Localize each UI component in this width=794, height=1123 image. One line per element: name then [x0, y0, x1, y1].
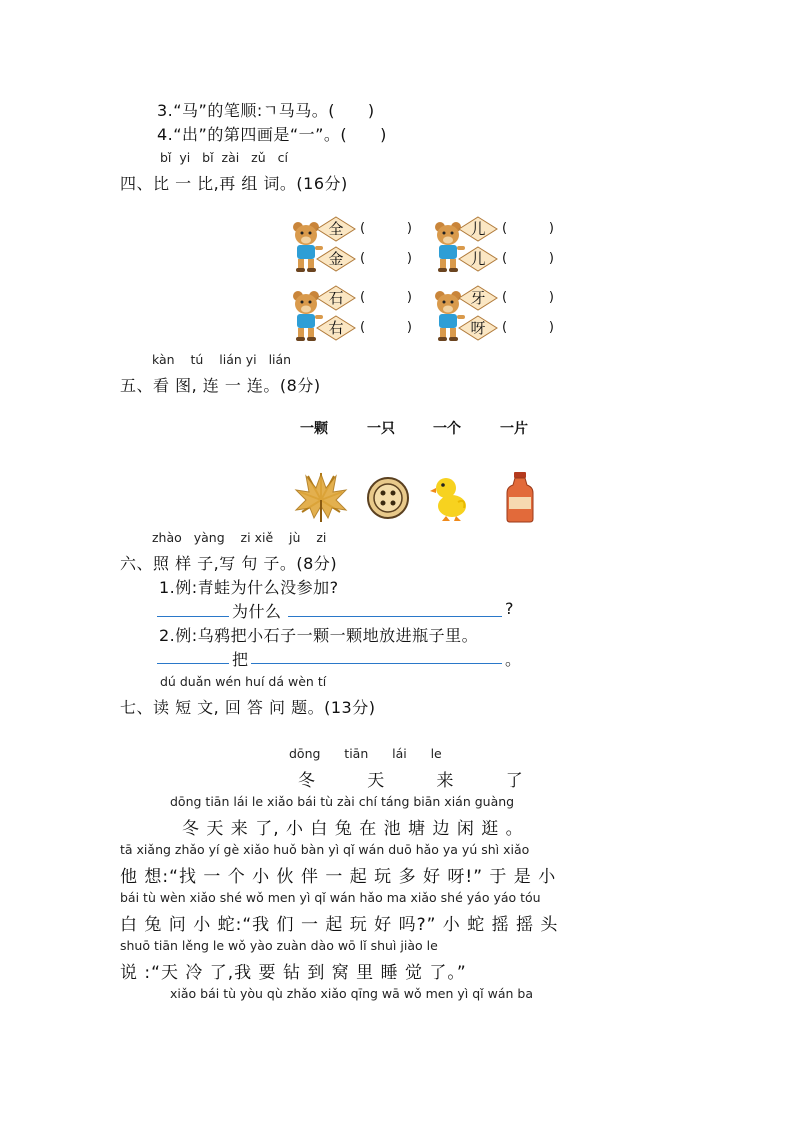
diamond-char-bottom: [316, 315, 356, 341]
title-char: 了: [505, 771, 524, 791]
pinyin: duǎn: [179, 674, 212, 689]
pinyin: lián: [219, 352, 242, 367]
button-icon[interactable]: [366, 476, 410, 520]
pinyin: huí: [245, 674, 265, 689]
answer-line[interactable]: [288, 616, 502, 617]
character: 石: [328, 289, 344, 307]
character: 右: [328, 319, 344, 337]
answer-line[interactable]: [157, 663, 229, 664]
story-pinyin-line: shuō tiān lěng le wǒ yào zuàn dào wō lǐ shuì jiào le: [120, 938, 438, 953]
example-2-end: 。: [505, 650, 522, 669]
story-pinyin-line: dōng tiān lái le xiǎo bái tù zài chí táng biān xián guàng: [170, 794, 515, 809]
section5-pinyin: [152, 352, 291, 367]
pinyin: cí: [277, 150, 288, 165]
title-char: 冬: [298, 771, 316, 791]
character: 呀: [470, 319, 486, 337]
story-pinyin-line: bái tù wèn xiǎo shé wǒ men yì qǐ wán hǎo ma xiǎo shé yáo yáo tóu: [120, 890, 541, 905]
pinyin: lián: [268, 352, 292, 367]
diamond-char-top: [458, 285, 498, 311]
pinyin: yi: [179, 150, 191, 165]
pinyin: dá: [268, 674, 285, 689]
compare-pair-1: 全 金 ( ) ( ): [290, 214, 410, 276]
example-1-keyword: 为什么: [232, 602, 282, 621]
story-pinyin-line: tā xiǎng zhǎo yí gè xiǎo huǒ bàn yì qǐ wán duō hǎo ya yú shì xiǎo: [120, 842, 530, 857]
pinyin: zài: [221, 150, 240, 165]
diamond-char-top: [316, 216, 356, 242]
pinyin: yi: [245, 352, 257, 367]
pinyin: tú: [190, 352, 204, 367]
pinyin: zǔ: [251, 150, 266, 165]
diamond-char-bottom: [458, 315, 498, 341]
pinyin: jù: [289, 530, 301, 545]
story-pinyin-line: xiǎo bái tù yòu qù zhǎo xiǎo qīng wā wǒ men yì qǐ wán ba: [170, 986, 533, 1001]
title-char: 天: [367, 771, 386, 791]
compare-pair-4: 牙 呀 ( ) ( ): [432, 283, 552, 345]
character: 全: [328, 220, 344, 238]
story-title: [298, 766, 524, 791]
quantifier-item[interactable]: 一片: [500, 421, 528, 437]
pinyin: dōng: [289, 746, 321, 761]
diamond-char-bottom: [458, 246, 498, 272]
pinyin: lái: [392, 746, 407, 761]
story-text-line: 说 :“天 冷 了,我 要 钻 到 窝 里 睡 觉 了。”: [120, 963, 467, 983]
story-text-line: 他 想:“找 一 个 小 伙 伴 一 起 玩 多 好 呀!” 于 是 小: [120, 867, 557, 887]
example-1-end: ?: [505, 599, 514, 618]
section4-title: 四、比 一 比,再 组 词。(16分): [120, 174, 348, 193]
section5-title: 五、看 图, 连 一 连。(8分): [120, 376, 321, 395]
answer-line[interactable]: [157, 616, 229, 617]
quantifier-item[interactable]: 一只: [367, 421, 395, 437]
pinyin: zi: [316, 530, 327, 545]
example-2: 2.例:乌鸦把小石子一颗一颗地放进瓶子里。: [159, 626, 479, 645]
diamond-char-top: [316, 285, 356, 311]
pinyin: xiě: [254, 530, 274, 545]
character: 金: [328, 250, 344, 268]
diamond-char-bottom: [316, 246, 356, 272]
pinyin: zhào: [152, 530, 182, 545]
answer-line[interactable]: [251, 663, 502, 664]
example-2-keyword: 把: [232, 650, 249, 669]
duck-icon[interactable]: [430, 472, 470, 522]
bottle-icon[interactable]: [505, 471, 535, 523]
section4-pinyin: [160, 150, 288, 165]
quantifier-item[interactable]: 一颗: [300, 421, 328, 437]
character: 牙: [470, 289, 486, 307]
pinyin: le: [430, 746, 442, 761]
pinyin: bǐ: [202, 150, 214, 165]
compare-pair-3: 石 右 ( ) ( ): [290, 283, 410, 345]
pinyin: wén: [215, 674, 242, 689]
section7-title: 七、读 短 文, 回 答 问 题。(13分): [120, 698, 376, 717]
pinyin: dú: [160, 674, 176, 689]
section6-title: 六、照 样 子,写 句 子。(8分): [120, 554, 338, 573]
pinyin: tiān: [344, 746, 369, 761]
pinyin: kàn: [152, 352, 175, 367]
compare-pair-2: 儿 儿 ( ) ( ): [432, 214, 552, 276]
pinyin: wèn: [288, 674, 314, 689]
quantifier-item[interactable]: 一个: [433, 421, 461, 437]
section6-pinyin: [152, 530, 326, 545]
pinyin: zi: [240, 530, 251, 545]
character: 儿: [470, 250, 486, 268]
question-3: 3.“马”的笔顺:ㄱ马马。( ): [157, 101, 375, 120]
section7-pinyin: [160, 674, 326, 689]
pinyin: tí: [317, 674, 327, 689]
story-text-line: 白 兔 问 小 蛇:“我 们 一 起 玩 好 吗?” 小 蛇 摇 摇 头: [120, 915, 559, 935]
story-text-line: 冬 天 来 了, 小 白 兔 在 池 塘 边 闲 逛 。: [182, 819, 524, 839]
title-char: 来: [436, 771, 455, 791]
diamond-char-top: [458, 216, 498, 242]
question-4: 4.“出”的第四画是“一”。( ): [157, 125, 387, 144]
story-title-pinyin: [289, 746, 442, 761]
leaf-icon[interactable]: [292, 470, 350, 526]
character: 儿: [470, 220, 486, 238]
pinyin: bǐ: [160, 150, 172, 165]
example-1: 1.例:青蛙为什么没参加?: [159, 578, 339, 597]
pinyin: yàng: [193, 530, 225, 545]
